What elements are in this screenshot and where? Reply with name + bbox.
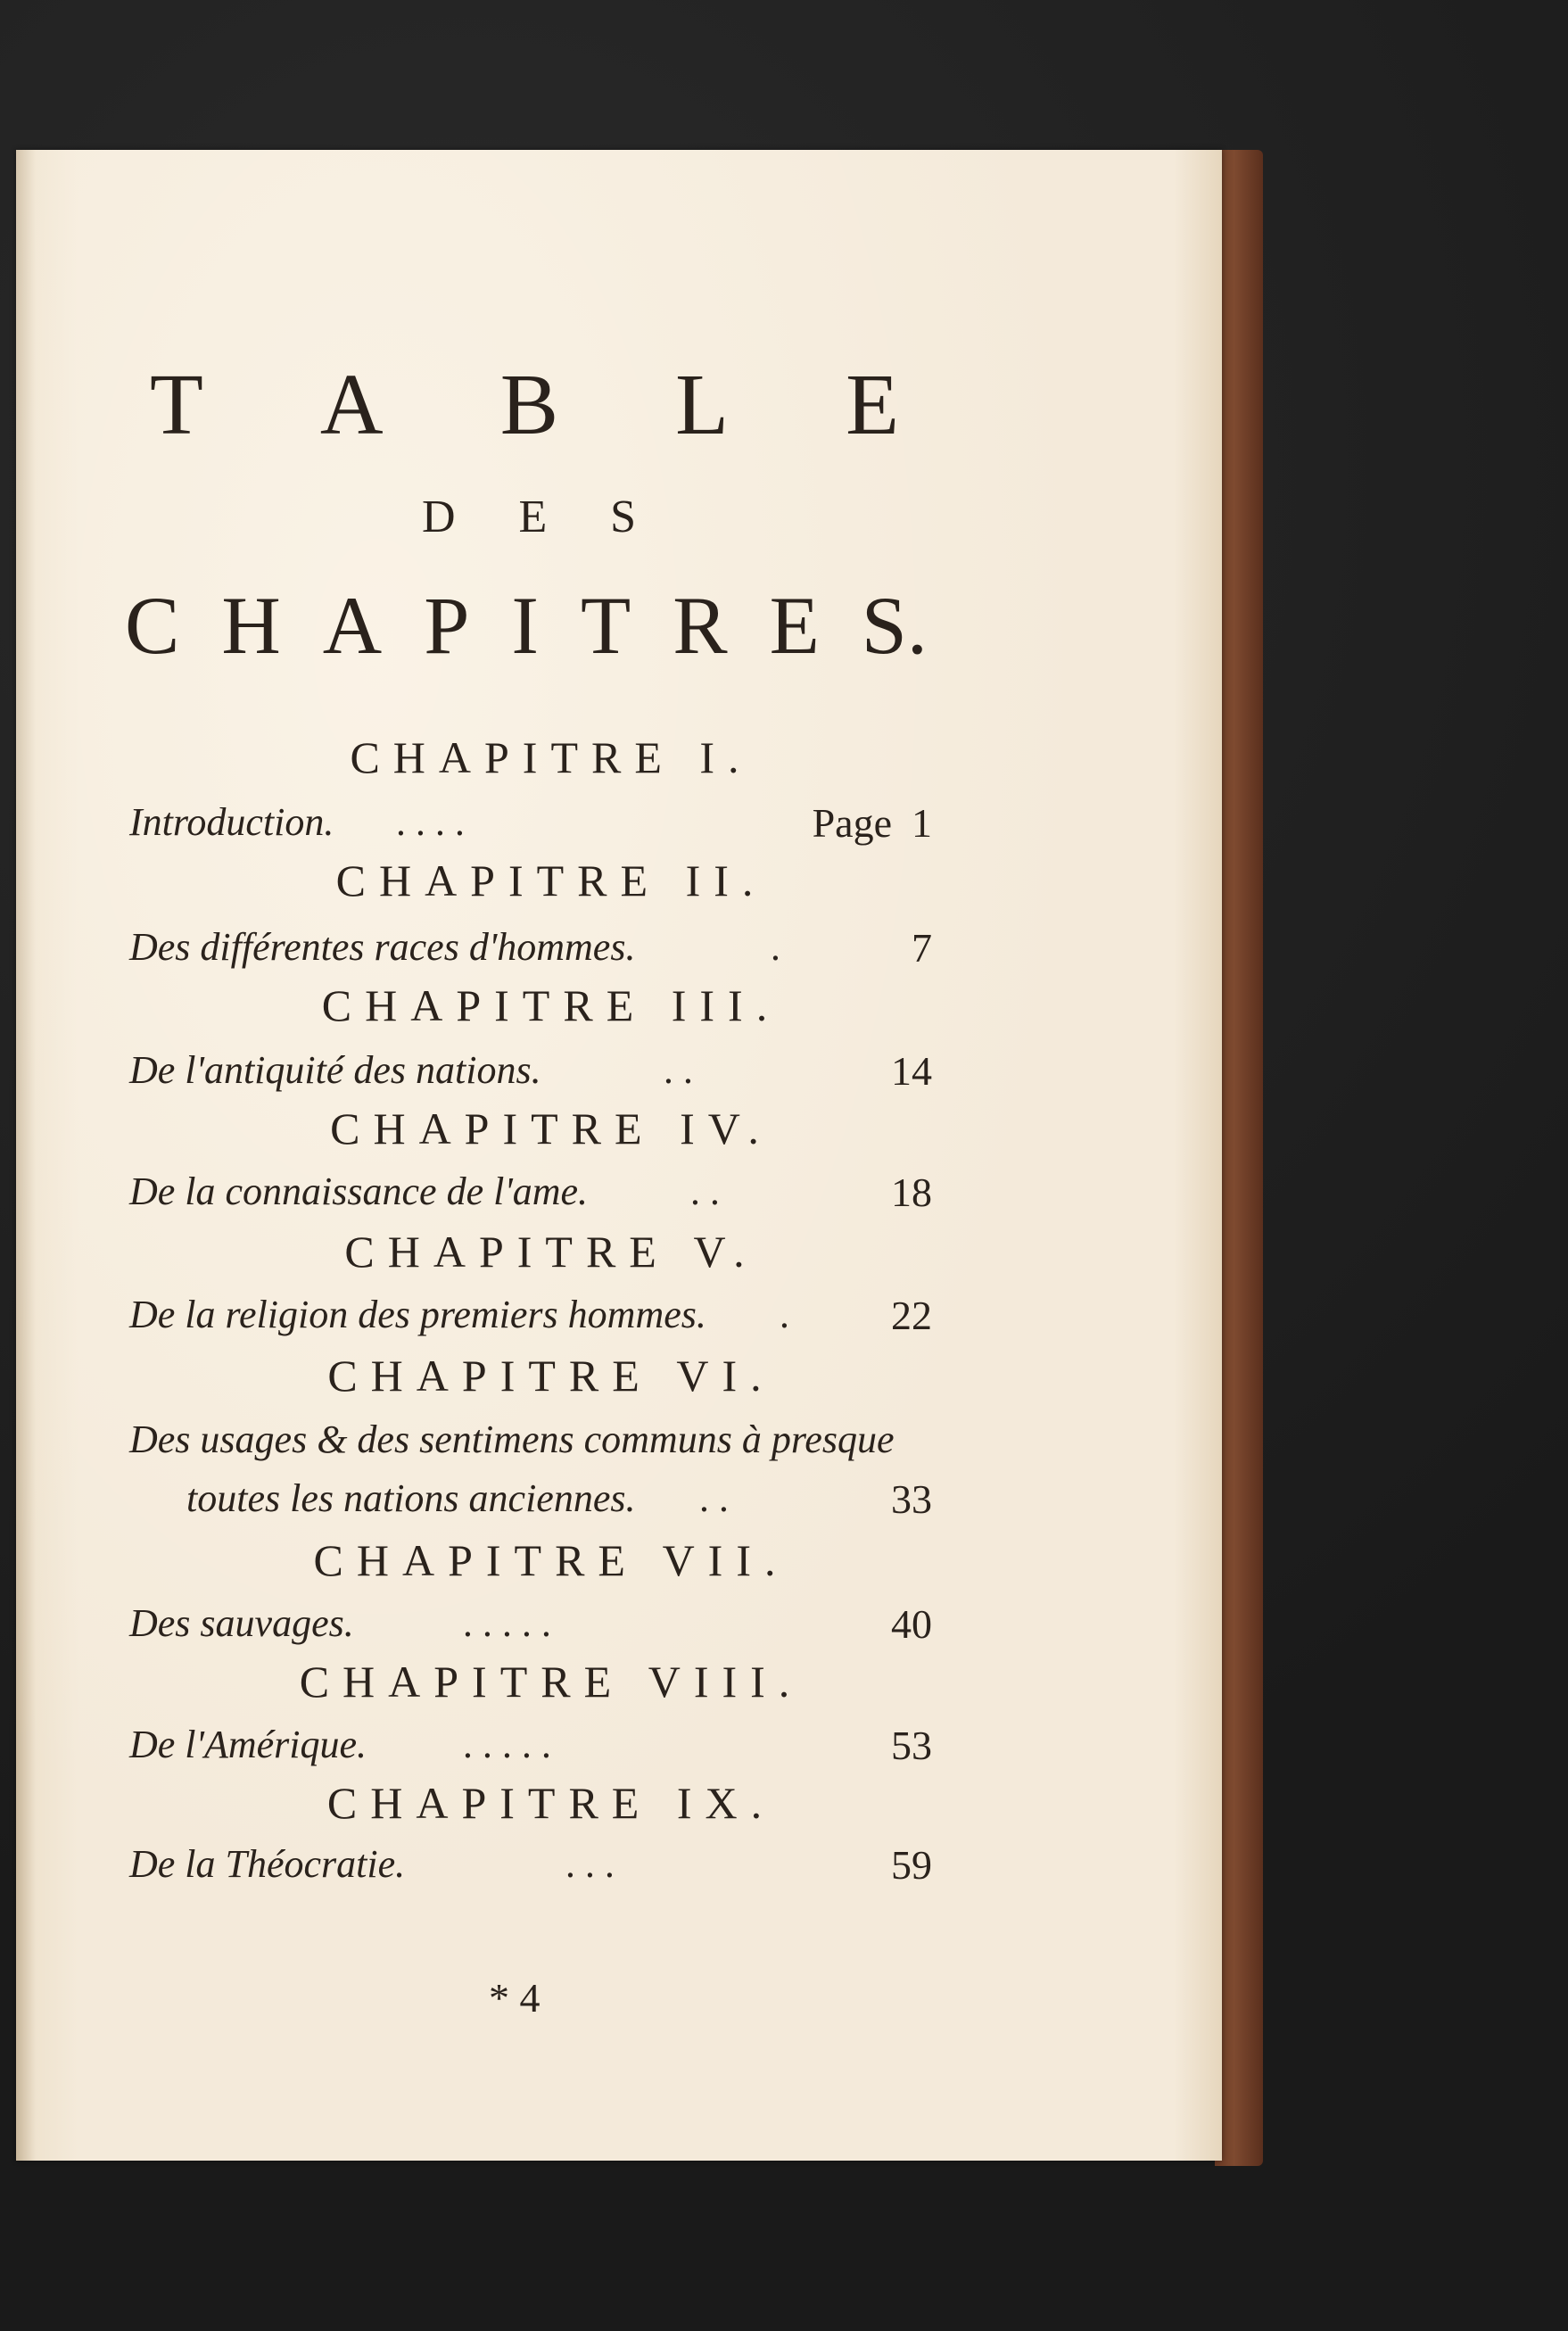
toc-entry-title: Des sauvages. — [129, 1601, 354, 1645]
toc-page-number — [813, 799, 932, 847]
toc-leader-dots: . . — [691, 1170, 721, 1213]
toc-entry-title: De la religion des premiers hommes. — [129, 1293, 706, 1336]
toc-page-number: 14 — [891, 1048, 932, 1094]
title-letter: T — [150, 357, 203, 453]
toc-entry — [129, 1417, 932, 1522]
toc-entry-continuation: toutes les nations anciennes. — [186, 1476, 636, 1520]
toc-leader-dots: . . — [664, 1048, 694, 1092]
toc-leader-dots: . — [772, 925, 781, 969]
toc-entry-title: De l'antiquité des nations. — [129, 1048, 541, 1092]
title-letter: S — [610, 492, 636, 542]
toc-page-number: 40 — [891, 1601, 932, 1647]
title-letter: H — [221, 580, 281, 671]
toc-entry — [129, 799, 932, 853]
toc-entry — [129, 924, 932, 978]
title-letter: A — [319, 357, 384, 453]
toc-leader-dots: . . . — [566, 1842, 615, 1886]
title-letter: R — [673, 580, 728, 671]
title-letter: L — [675, 357, 730, 453]
title-letter: T — [581, 580, 631, 671]
chapter-heading: CHAPITRE V. — [344, 1227, 758, 1277]
toc-entry-title: Des usages & des sentimens communs à presque — [129, 1418, 895, 1461]
book-page — [16, 150, 1222, 2161]
title-letter: E — [518, 492, 548, 542]
title-letter: E — [769, 580, 820, 671]
page-label: Page — [812, 800, 892, 846]
toc-leader-dots: . . . . . — [464, 1601, 552, 1645]
title-letter: P — [424, 580, 470, 671]
toc-entry-title: Introduction. — [129, 800, 334, 844]
chapter-heading: CHAPITRE VII. — [313, 1535, 789, 1585]
toc-entry — [129, 1292, 932, 1345]
toc-leader-dots: . . . . — [397, 800, 466, 844]
toc-entry — [129, 1841, 932, 1895]
toc-leader-dots: . . — [700, 1476, 730, 1520]
toc-entry-title: Des différentes races d'hommes. — [129, 925, 636, 969]
title-letter: I — [511, 580, 540, 671]
title-letter: C — [125, 580, 180, 671]
title-letter: E — [846, 357, 899, 453]
title-letter: B — [499, 357, 559, 453]
toc-entry — [129, 1600, 932, 1654]
chapter-heading: CHAPITRE IV. — [330, 1104, 772, 1153]
chapter-heading: CHAPITRE I. — [350, 732, 753, 782]
title-letter: S. — [861, 580, 928, 671]
toc-entry — [129, 1169, 932, 1222]
toc-page-number: 59 — [891, 1842, 932, 1888]
book-page-edge — [1215, 150, 1263, 2166]
title-letter: A — [322, 580, 383, 671]
title-letter: D — [422, 492, 456, 542]
title-des — [422, 491, 636, 543]
toc-page-number: 22 — [891, 1293, 932, 1338]
toc-page-number: 7 — [912, 925, 932, 971]
title-table — [150, 355, 899, 455]
toc-page-number: 53 — [891, 1723, 932, 1768]
chapter-heading: CHAPITRE VI. — [327, 1351, 775, 1401]
toc-leader-dots: . . . . . — [464, 1723, 552, 1766]
chapter-heading: CHAPITRE III. — [321, 980, 781, 1030]
toc-entry-title: De l'Amérique. — [129, 1723, 367, 1766]
signature-mark: * 4 — [489, 1975, 541, 2021]
title-chapitres — [125, 578, 928, 673]
page-number: 1 — [912, 800, 932, 846]
chapter-heading: CHAPITRE II. — [335, 856, 767, 905]
toc-entry-title: De la Théocratie. — [129, 1842, 406, 1886]
toc-entry — [129, 1047, 932, 1101]
chapter-heading: CHAPITRE VIII. — [299, 1657, 804, 1707]
toc-leader-dots: . — [780, 1293, 790, 1336]
toc-entry — [129, 1722, 932, 1775]
chapter-heading: CHAPITRE IX. — [326, 1778, 776, 1828]
toc-entry-title: De la connaissance de l'ame. — [129, 1170, 589, 1213]
toc-page-number: 18 — [891, 1170, 932, 1215]
toc-page-number: 33 — [891, 1476, 932, 1522]
